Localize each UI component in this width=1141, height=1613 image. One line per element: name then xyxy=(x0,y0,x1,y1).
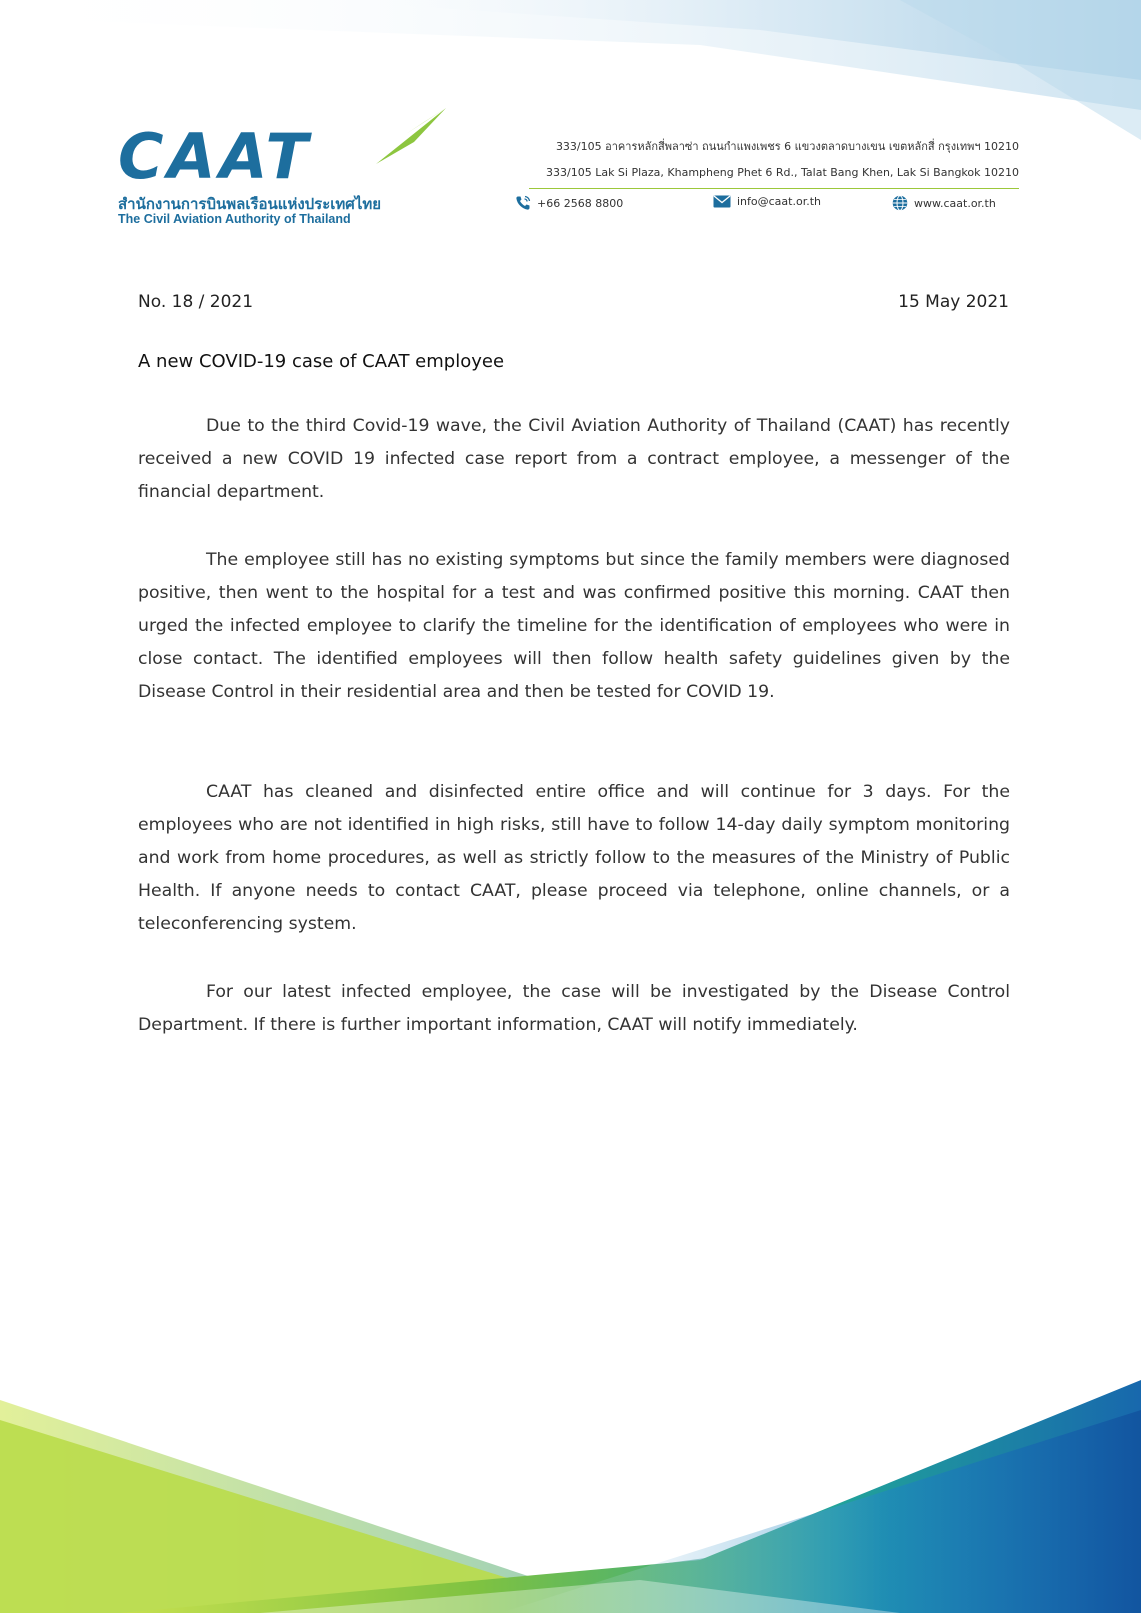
paragraph-2: The employee still has no existing symptoms but since the family members were diagnosed positive, then went to the hospital for a test and was confirmed positive this morning. CAAT then urged the infected employee to clarify the timeline for the identification of employees who were in close contact. The identified employees will then follow health safety guidelines given by the Disease Control in their residential area and then be tested for COVID 19. xyxy=(138,550,1010,702)
paragraph-1: Due to the third Covid-19 wave, the Civil Aviation Authority of Thailand (CAAT) has recently received a new COVID 19 infected case report from a contract employee, a messenger of the financial department. xyxy=(138,416,1010,502)
website-contact[interactable] xyxy=(892,195,996,211)
phone-icon xyxy=(515,195,531,211)
document-date: 15 May 2021 xyxy=(898,292,1009,312)
email-address: info@caat.or.th xyxy=(737,195,821,208)
website-url: www.caat.or.th xyxy=(914,196,996,210)
bottom-decorative-band xyxy=(0,1380,1141,1613)
paragraph-3: CAAT has cleaned and disinfected entire office and will continue for 3 days. For the employees who are not identified in high risks, still have to follow 14-day daily symptom monitoring and work from home procedures, as well as strictly follow to the measures of the Ministry of Public Health. If anyone needs to contact CAAT, please proceed via telephone, online channels, or a teleconferencing system. xyxy=(138,782,1010,934)
globe-icon xyxy=(892,195,908,211)
mail-icon xyxy=(713,195,731,208)
paragraph-4: For our latest infected employee, the case will be investigated by the Disease Control Department. If there is further important information, CAAT will notify immediately. xyxy=(138,982,1010,1035)
email-contact[interactable] xyxy=(713,195,821,208)
document-title: A new COVID-19 case of CAAT employee xyxy=(138,351,505,372)
logo-english-name: The Civil Aviation Authority of Thailand xyxy=(118,212,351,226)
address-thai: 333/105 อาคารหลักสี่พลาซ่า ถนนกำแพงเพชร 6 แขวงตลาดบางเขน เขตหลักสี่ กรุงเทพฯ 10210 xyxy=(555,140,1019,153)
contact-row xyxy=(529,195,1019,215)
document-number: No. 18 / 2021 xyxy=(138,292,254,312)
logo-swoosh-icon xyxy=(376,108,446,168)
address-english: 333/105 Lak Si Plaza, Khampheng Phet 6 Rd., Talat Bang Khen, Lak Si Bangkok 10210 xyxy=(546,166,1019,179)
address-divider xyxy=(529,188,1019,189)
phone-contact[interactable] xyxy=(515,195,623,211)
caat-logo xyxy=(118,108,438,228)
logo-wordmark: CAAT xyxy=(118,120,312,193)
logo-thai-name: สำนักงานการบินพลเรือนแห่งประเทศไทย xyxy=(118,195,382,213)
phone-number: +66 2568 8800 xyxy=(537,196,624,210)
contact-address-block xyxy=(529,134,1019,215)
